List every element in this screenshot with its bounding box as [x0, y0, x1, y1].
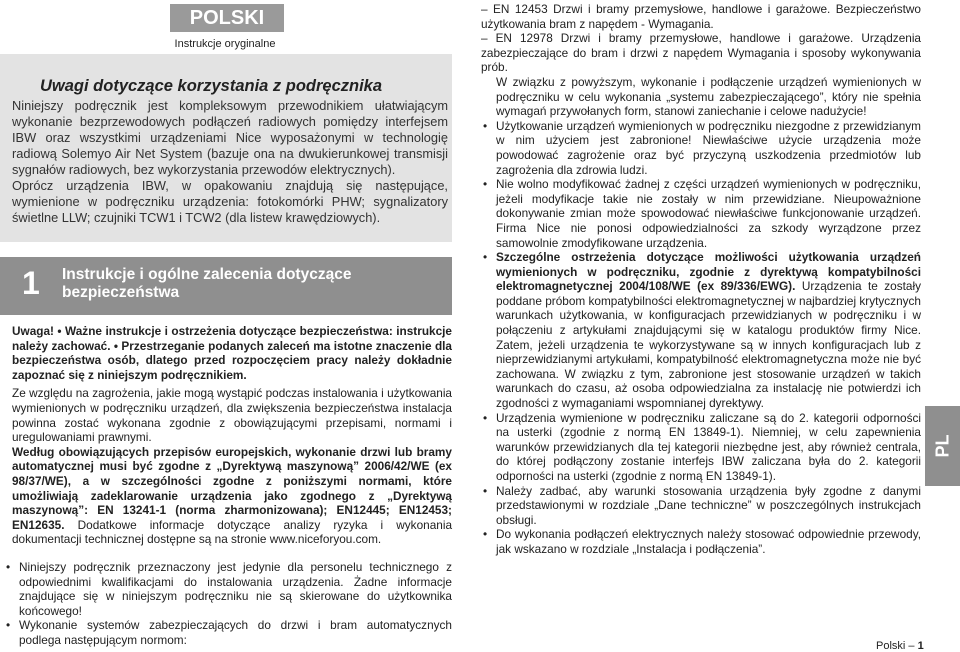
warning-text: Uwaga! • Ważne instrukcje i ostrzeżenia dotyczące bezpieczeństwa: instrukcje należy zachować. • Przestrzeganie podanych zaleceń ma istotne znaczenie dla bezpieczeństwa osób, dlatego przed rozpoczęciem pracy należy dokładnie zapoznać się z niniejszym podręcznikiem.	[12, 324, 452, 382]
footer-label: Polski	[876, 640, 906, 652]
intro-paragraph: Oprócz urządzenia IBW, w opakowaniu znajdują się następujące, wymienione w podręczniku urządzenia: fotokomórki PHW; sygnalizatory świetlne LLW; czujniki TCW1 i TCW2 (dla listew krawędziowych).	[12, 178, 448, 225]
subtitle: Instrukcje oryginalne	[174, 38, 276, 50]
bullet-item: • Niniejszy podręcznik przeznaczony jest jedynie dla personelu technicznego z odpowiednimi kwalifikacjami do instalowania urządzenia. Żadne informacje znajdujące się w niniejszym podręczniku nie są skierowane do użytkownika końcowego!	[4, 560, 452, 618]
bullet-item: • Należy zadbać, aby warunki stosowania urządzenia były zgodne z danymi przedstawionymi w rozdziale „Dane techniczne” w poszczególnych instrukcjach obsługi.	[481, 484, 921, 528]
paragraph-risk: Ze względu na zagrożenia, jakie mogą wystąpić podczas instalowania i użytkowania wymienionych w podręczniku urządzeń, dla zwiększenia bezpieczeństwa instalacja powinna zostać wykonana zgodnie z obowiązującymi przepisami, normami i uregulowaniami prawnymi.	[12, 386, 452, 445]
norm-follow-text: W związku z powyższym, wykonanie i podłączenie urządzeń wymienionych w podręczniku w celu wykonania „systemu zabezpieczającego”, który nie spełnia wymagań przywołanych form, stanowi zaniechanie i celowe nadużycie!	[496, 74, 921, 119]
left-bottom-bullets	[4, 560, 452, 648]
side-tab-label: PL	[932, 434, 952, 458]
warning-paragraph	[12, 324, 452, 382]
norm-item: – EN 12453 Drzwi i bramy przemysłowe, handlowe i garażowe. Bezpieczeństwo użytkowania bram z napędem - Wymagania.	[481, 2, 921, 31]
bullet-emc	[481, 250, 921, 411]
intro-text	[12, 98, 448, 226]
emc-text: Urządzenia te zostały poddane próbom kompatybilności elektromagnetycznej w najbardziej krytycznych warunkach użytkowania, w konfiguracjach przewidzianych w podręczniku i w połączeniu z artykułami znajdującymi się w katalogu produktów firmy Nice. Zatem, jeżeli urządzenia te wykorzystywane są w innych konfiguracjach lub z nieprzewidzianymi artykułami, kompatybilność elektromagnetyczna może nie być zachowana. W związku z tym, zabronione jest stosowanie urządzeń w takich warunkach do czasu, aż osoba odpowiedzialna za instalację nie potwierdzi ich zgodności z wymaganiami wspomnianej dyrektywy.	[496, 279, 921, 411]
section-number: 1	[22, 265, 40, 301]
paragraph-directive	[12, 445, 452, 547]
directive-text: Według obowiązujących przepisów europejskich, wykonanie drzwi lub bramy automatycznej musi być zgodne z „Dyrektywą maszynową” 2006/42/WE (ex 98/37/WE), a w szczególności zgodne z poniższymi normami, które umożliwiają zadeklarowanie urządzenia jako zgodnego z „Dyrektywą maszynową”: EN 13241-1 (norma zharmonizowana); EN12445; EN12453; EN12635.	[12, 444, 452, 532]
bullet-item: • Nie wolno modyfikować żadnej z części urządzeń wymienionych w podręczniku, jeżeli modyfikacje takie nie zostały w nim przewidziane. Nieupoważnione dokonywanie zmian może spowodować niewłaściwe funkcjonowanie urządzeń. Firma Nice nie ponosi odpowiedzialności za szkody wyrządzone przez samowolnie zmodyfikowane urządzenia.	[481, 177, 921, 250]
language-banner: POLSKI	[170, 4, 284, 32]
left-column	[12, 324, 452, 547]
directive-note: Dodatkowe informacje dotyczące analizy ryzyka i wykonania dokumentacji technicznej dostępne są na stronie www.niceforyou.com.	[12, 517, 453, 547]
bullet-item: • Wykonanie systemów zabezpieczających do drzwi i bram automatycznych podlega następującym normom:	[4, 618, 452, 647]
right-column	[481, 2, 921, 557]
section-banner	[0, 257, 452, 315]
language-side-tab	[925, 406, 960, 486]
norm-item: – EN 12978 Drzwi i bramy przemysłowe, handlowe i garażowe. Urządzenia zabezpieczające do bram i drzwi z napędem Wymagania i sposoby wykonywania prób.	[481, 31, 921, 75]
section-title: Instrukcje i ogólne zalecenia dotyczące bezpieczeństwa	[62, 266, 352, 301]
page-number: 1	[917, 640, 924, 652]
emc-bold-text: Szczególne ostrzeżenia dotyczące możliwości użytkowania urządzeń wymienionych w podręczniku, zgodnie z dyrektywą kompatybilności elektromagnetycznej 2004/108/WE (ex 89/336/EWG).	[496, 250, 921, 294]
footer-separator: –	[905, 640, 918, 652]
intro-title: Uwagi dotyczące korzystania z podręcznika	[40, 77, 383, 95]
bullet-item: • Do wykonania podłączeń elektrycznych należy stosować odpowiednie przewody, jak wskazano w rozdziale „Instalacja i podłączenia”.	[481, 527, 921, 556]
page-footer	[876, 640, 924, 652]
bullet-item: • Urządzenia wymienione w podręczniku zaliczane są do 2. kategorii odporności na usterki (zgodnie z normą EN 13849-1). Niemniej, w celu zapewnienia warunków przewidzianych dla tej kategorii niezbędne jest, aby również centrala, do której podłączony zostanie interfejs IBW zaliczana była do 2. kategorii odporności na usterki (zgodnie z normą EN 13849-1).	[481, 411, 921, 484]
intro-paragraph: Niniejszy podręcznik jest kompleksowym przewodnikiem ułatwiającym wykonanie bezprzewodowych podłączeń radiowych pomiędzy interfejsem IBW oraz wszystkimi urządzeniami Nice wyposażonymi w technologię radiową Solemyo Air Net System (bazuje ona na dwukierunkowej transmisji sygnałów radiowych, bez wykorzystania przewodów elektrycznych).	[12, 98, 448, 177]
bullet-item: • Użytkowanie urządzeń wymienionych w podręczniku niezgodne z przewidzianym w nim użyciem jest zabronione! Niewłaściwe użycie urządzenia może powodować zagrożenie oraz być przyczyną uszkodzenia przedmiotów lub zagrożenia dla zdrowia ludzi.	[481, 119, 921, 177]
